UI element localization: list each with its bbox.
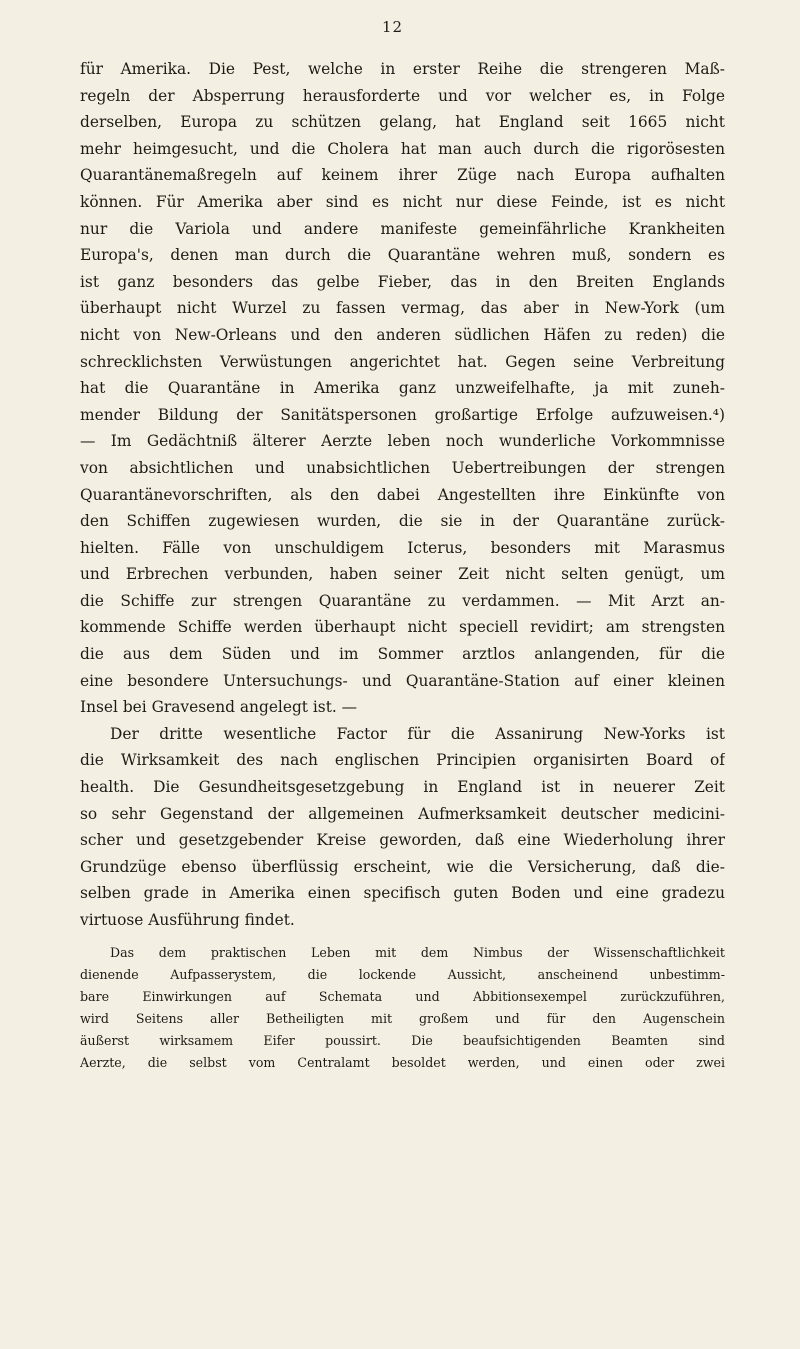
text-line: die Schiffe zur strengen Quarantäne zu verdammen. — Mit Arzt an- — [80, 591, 725, 610]
main-paragraph — [80, 56, 725, 721]
text-line: von absichtlichen und unabsichtlichen Uebertreibungen der strengen — [80, 458, 725, 477]
second-paragraph — [80, 721, 725, 934]
text-line: Der dritte wesentliche Factor für die Assanirung New-Yorks ist — [110, 724, 725, 743]
text-line: mehr heimgesucht, und die Cholera hat man auch durch die rigorösesten — [80, 139, 725, 158]
text-line: hat die Quarantäne in Amerika ganz unzweifelhafte, ja mit zuneh- — [80, 379, 725, 398]
text-line: überhaupt nicht Wurzel zu fassen vermag, das aber in New-York (um — [80, 299, 725, 318]
text-line: die Wirksamkeit des nach englischen Principien organisirten Board of — [80, 751, 725, 770]
text-line: so sehr Gegenstand der allgemeinen Aufmerksamkeit deutscher medicini- — [80, 804, 725, 823]
text-line: den Schiffen zugewiesen wurden, die sie in der Quarantäne zurück- — [80, 512, 725, 531]
text-line: bare Einwirkungen auf Schemata und Abbitionsexempel zurückzuführen, — [80, 988, 725, 1004]
text-line: wird Seitens aller Betheiligten mit großem und für den Augenschein — [80, 1010, 725, 1026]
text-line: für Amerika. Die Pest, welche in erster Reihe die strengeren Maß- — [80, 60, 725, 78]
text-line: dienende Aufpasserystem, die lockende Aussicht, anscheinend unbestimm- — [80, 966, 725, 982]
text-line: Quarantänemaßregeln auf keinem ihrer Züge nach Europa aufhalten — [80, 166, 725, 185]
text-line: regeln der Absperrung herausforderte und vor welcher es, in Folge — [80, 86, 725, 105]
text-line: eine besondere Untersuchungs- und Quarantäne-Station auf einer kleinen — [80, 671, 725, 690]
text-line: — Im Gedächtniß älterer Aerzte leben noch wunderliche Vorkommnisse — [80, 432, 725, 451]
text-line: kommende Schiffe werden überhaupt nicht speciell revidirt; am strengsten — [80, 618, 725, 637]
text-line: derselben, Europa zu schützen gelang, hat England seit 1665 nicht — [80, 113, 725, 132]
book-page — [80, 18, 725, 1074]
text-line: Quarantänevorschriften, als den dabei Angestellten ihre Einkünfte von — [80, 485, 725, 504]
text-line: und Erbrechen verbunden, haben seiner Zeit nicht selten genügt, um — [80, 565, 725, 584]
page-number: 12 — [381, 18, 404, 36]
text-line: Das dem praktischen Leben mit dem Nimbus der Wissenschaftlichkeit — [110, 944, 725, 960]
footnote — [80, 942, 725, 1074]
text-line: selben grade in Amerika einen specifisch guten Boden und eine gradezu — [80, 884, 725, 903]
text-line: virtuose Ausführung findet. — [80, 911, 295, 929]
text-line: health. Die Gesundheitsgesetzgebung in England ist in neuerer Zeit — [80, 778, 725, 797]
text-line: mender Bildung der Sanitätspersonen großartige Erfolge aufzuweisen.⁴) — [80, 405, 725, 424]
text-line: hielten. Fälle von unschuldigem Icterus, besonders mit Marasmus — [80, 538, 725, 557]
text-line: scher und gesetzgebender Kreise geworden, daß eine Wiederholung ihrer — [80, 831, 725, 850]
text-line: nur die Variola und andere manifeste gemeinfährliche Krankheiten — [80, 219, 725, 238]
text-line: die aus dem Süden und im Sommer arztlos anlangenden, für die — [80, 645, 725, 664]
text-line: ist ganz besonders das gelbe Fieber, das in den Breiten Englands — [80, 272, 725, 291]
text-line: äußerst wirksamem Eifer poussirt. Die beaufsichtigenden Beamten sind — [80, 1032, 725, 1048]
text-line: Aerzte, die selbst vom Centralamt besoldet werden, und einen oder zwei — [80, 1054, 725, 1070]
text-line: schrecklichsten Verwüstungen angerichtet hat. Gegen seine Verbreitung — [80, 352, 725, 371]
text-line: können. Für Amerika aber sind es nicht nur diese Feinde, ist es nicht — [80, 192, 725, 211]
text-line: Europa's, denen man durch die Quarantäne wehren muß, sondern es — [80, 246, 725, 265]
text-line: nicht von New-Orleans und den anderen südlichen Häfen zu reden) die — [80, 325, 725, 344]
text-line: Grundzüge ebenso überflüssig erscheint, wie die Versicherung, daß die- — [80, 857, 725, 876]
text-line: Insel bei Gravesend angelegt ist. — — [80, 698, 358, 717]
